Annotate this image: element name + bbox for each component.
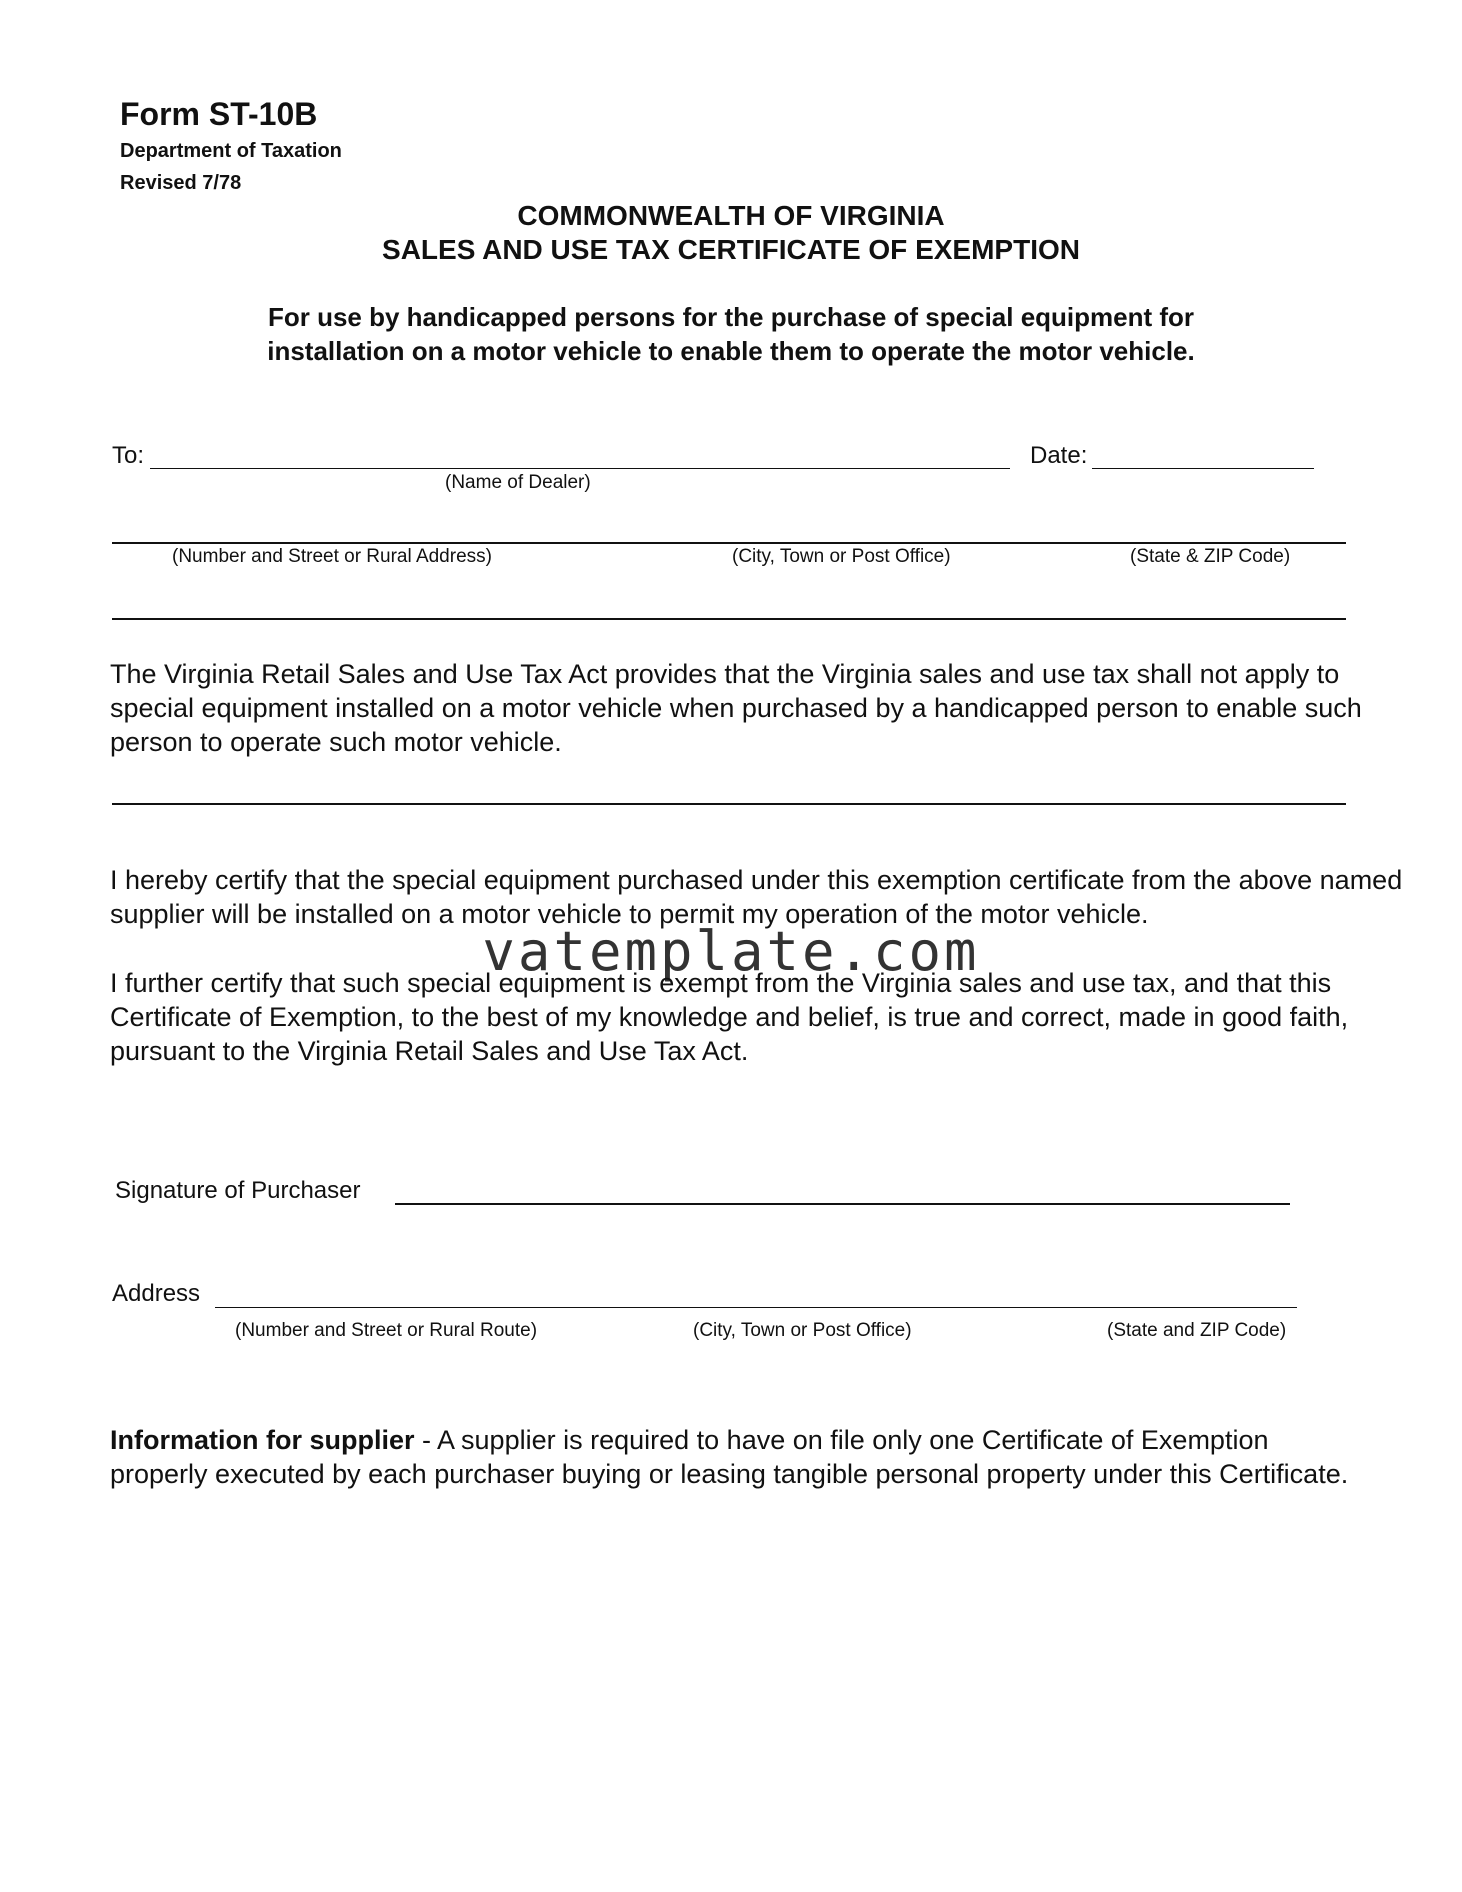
dealer-state-caption: (State & ZIP Code): [1130, 546, 1291, 567]
supplier-information: [110, 1423, 1360, 1491]
form-title-line-1: COMMONWEALTH OF VIRGINIA: [517, 200, 945, 231]
certification-paragraph-1: I hereby certify that the special equipment purchased under this exemption certificate from the above named supplier will be installed on a motor vehicle to permit my operation of the motor vehicle.: [110, 865, 1403, 929]
purchaser-address-field[interactable]: [215, 1307, 1297, 1308]
supplier-info-text: - A supplier is required to have on file only one Certificate of Exemption properly executed by each purchaser buying or leasing tangible personal property under this Certificate.: [110, 1425, 1349, 1489]
purchaser-address-caption: (Number and Street or Rural Route): [235, 1320, 538, 1341]
section-divider-2: [112, 803, 1346, 805]
revision-date: Revised 7/78: [120, 172, 242, 194]
dealer-address-field[interactable]: [112, 542, 1346, 544]
date-label: Date:: [1030, 442, 1088, 469]
purchaser-state-caption: (State and ZIP Code): [1107, 1320, 1287, 1341]
signature-field[interactable]: [395, 1203, 1290, 1205]
dealer-name-caption: (Name of Dealer): [445, 472, 591, 493]
dealer-city-caption: (City, Town or Post Office): [732, 546, 951, 567]
address-label: Address: [112, 1280, 201, 1307]
exemption-statement: The Virginia Retail Sales and Use Tax Act provides that the Virginia sales and use tax shall not apply to special equipment installed on a motor vehicle when purchased by a handicapped person to enable such person to operate such motor vehicle.: [110, 659, 1362, 757]
certification-paragraph-2: I further certify that such special equipment is exempt from the Virginia sales and use tax, and that this Certificate of Exemption, to the best of my knowledge and belief, is true and correct, made in good faith, pursuant to the Virginia Retail Sales and Use Tax Act.: [110, 968, 1349, 1066]
form-subtitle-line-1: For use by handicapped persons for the purchase of special equipment for: [267, 302, 1195, 332]
department-name: Department of Taxation: [120, 140, 342, 162]
date-field[interactable]: [1092, 468, 1314, 469]
to-label: To:: [112, 442, 145, 469]
form-number: Form ST-10B: [120, 96, 318, 132]
section-divider-1: [112, 618, 1346, 620]
watermark: vatemplate.com: [482, 920, 980, 983]
signature-label: Signature of Purchaser: [115, 1177, 361, 1204]
dealer-address-caption: (Number and Street or Rural Address): [172, 546, 492, 567]
supplier-info-heading: Information for supplier: [110, 1425, 415, 1455]
dealer-name-field[interactable]: [150, 468, 1010, 469]
purchaser-city-caption: (City, Town or Post Office): [693, 1320, 912, 1341]
form-subtitle-line-2: installation on a motor vehicle to enable them to operate the motor vehicle.: [267, 336, 1195, 366]
form-title-line-2: SALES AND USE TAX CERTIFICATE OF EXEMPTION: [382, 234, 1080, 265]
